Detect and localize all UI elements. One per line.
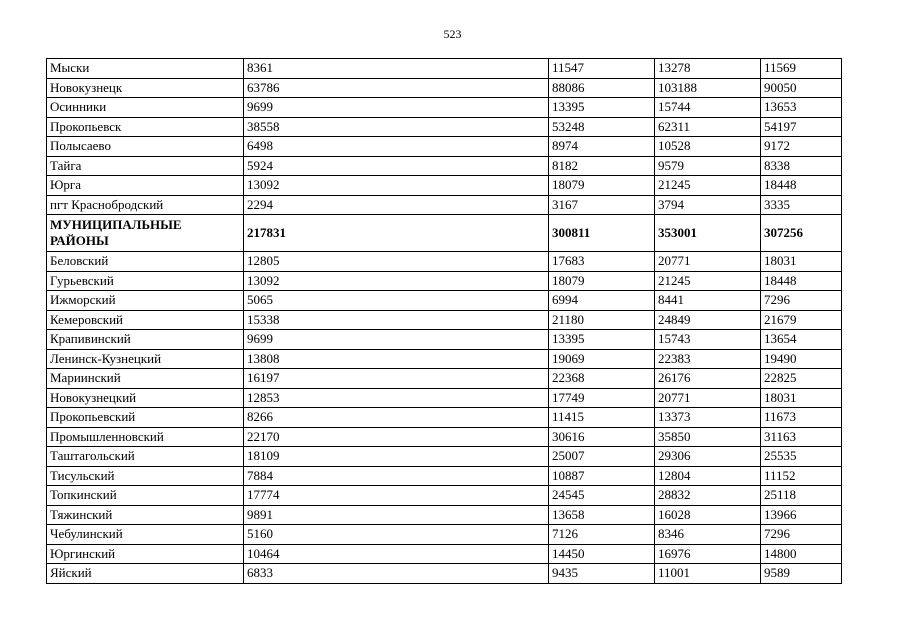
value-cell: 22383 — [655, 349, 761, 369]
table-row — [47, 78, 842, 98]
table-row — [47, 544, 842, 564]
value-cell: 16976 — [655, 544, 761, 564]
value-cell: 9435 — [549, 564, 655, 584]
row-name-cell: Осинники — [47, 98, 244, 118]
value-cell: 5924 — [244, 156, 549, 176]
section-title-cell: МУНИЦИПАЛЬНЫЕ РАЙОНЫ — [47, 215, 244, 252]
value-cell: 13654 — [761, 330, 842, 350]
value-cell: 15338 — [244, 310, 549, 330]
row-name-cell: Тайга — [47, 156, 244, 176]
value-cell: 25118 — [761, 486, 842, 506]
table-row — [47, 486, 842, 506]
value-cell: 103188 — [655, 78, 761, 98]
table-row — [47, 98, 842, 118]
table-row — [47, 466, 842, 486]
row-name-cell: Новокузнецкий — [47, 388, 244, 408]
value-cell: 19490 — [761, 349, 842, 369]
value-cell: 54197 — [761, 117, 842, 137]
value-cell: 13966 — [761, 505, 842, 525]
value-cell: 13395 — [549, 330, 655, 350]
value-cell: 3167 — [549, 195, 655, 215]
value-cell: 28832 — [655, 486, 761, 506]
table-row — [47, 388, 842, 408]
value-cell: 63786 — [244, 78, 549, 98]
value-cell: 24849 — [655, 310, 761, 330]
table-row — [47, 137, 842, 157]
value-cell: 8441 — [655, 291, 761, 311]
row-name-cell: Промышленновский — [47, 427, 244, 447]
value-cell: 13092 — [244, 271, 549, 291]
data-table — [46, 58, 842, 584]
row-name-cell: Полысаево — [47, 137, 244, 157]
value-cell: 9172 — [761, 137, 842, 157]
value-cell: 13092 — [244, 176, 549, 196]
total-value-cell: 353001 — [655, 215, 761, 252]
row-name-cell: Новокузнецк — [47, 78, 244, 98]
row-name-cell: Гурьевский — [47, 271, 244, 291]
row-name-cell: Кемеровский — [47, 310, 244, 330]
value-cell: 18031 — [761, 252, 842, 272]
row-name-cell: Мариинский — [47, 369, 244, 389]
value-cell: 13653 — [761, 98, 842, 118]
value-cell: 18448 — [761, 176, 842, 196]
value-cell: 18031 — [761, 388, 842, 408]
value-cell: 14800 — [761, 544, 842, 564]
row-name-cell: Топкинский — [47, 486, 244, 506]
value-cell: 8338 — [761, 156, 842, 176]
value-cell: 11001 — [655, 564, 761, 584]
row-name-cell: Мыски — [47, 59, 244, 79]
value-cell: 12853 — [244, 388, 549, 408]
value-cell: 13278 — [655, 59, 761, 79]
value-cell: 53248 — [549, 117, 655, 137]
table-row — [47, 525, 842, 545]
value-cell: 38558 — [244, 117, 549, 137]
value-cell: 11152 — [761, 466, 842, 486]
value-cell: 18448 — [761, 271, 842, 291]
value-cell: 13808 — [244, 349, 549, 369]
page-number: 523 — [443, 27, 462, 41]
value-cell: 12805 — [244, 252, 549, 272]
table-row — [47, 349, 842, 369]
value-cell: 3794 — [655, 195, 761, 215]
value-cell: 9891 — [244, 505, 549, 525]
value-cell: 9699 — [244, 330, 549, 350]
table-body — [47, 59, 842, 584]
value-cell: 18109 — [244, 447, 549, 467]
section-total-row — [47, 215, 842, 252]
value-cell: 7296 — [761, 525, 842, 545]
table-row — [47, 59, 842, 79]
total-value-cell: 300811 — [549, 215, 655, 252]
row-name-cell: Прокопьевск — [47, 117, 244, 137]
value-cell: 9699 — [244, 98, 549, 118]
value-cell: 35850 — [655, 427, 761, 447]
total-value-cell: 307256 — [761, 215, 842, 252]
value-cell: 29306 — [655, 447, 761, 467]
value-cell: 10464 — [244, 544, 549, 564]
value-cell: 10528 — [655, 137, 761, 157]
value-cell: 11569 — [761, 59, 842, 79]
table-row — [47, 310, 842, 330]
row-name-cell: Ленинск-Кузнецкий — [47, 349, 244, 369]
value-cell: 8974 — [549, 137, 655, 157]
value-cell: 14450 — [549, 544, 655, 564]
table-row — [47, 291, 842, 311]
value-cell: 88086 — [549, 78, 655, 98]
value-cell: 12804 — [655, 466, 761, 486]
value-cell: 16028 — [655, 505, 761, 525]
value-cell: 8361 — [244, 59, 549, 79]
value-cell: 11547 — [549, 59, 655, 79]
value-cell: 15744 — [655, 98, 761, 118]
value-cell: 9589 — [761, 564, 842, 584]
value-cell: 21245 — [655, 271, 761, 291]
value-cell: 5065 — [244, 291, 549, 311]
value-cell: 11673 — [761, 408, 842, 428]
table-row — [47, 447, 842, 467]
value-cell: 24545 — [549, 486, 655, 506]
value-cell: 22170 — [244, 427, 549, 447]
value-cell: 10887 — [549, 466, 655, 486]
value-cell: 21180 — [549, 310, 655, 330]
value-cell: 7296 — [761, 291, 842, 311]
table-row — [47, 117, 842, 137]
value-cell: 20771 — [655, 388, 761, 408]
value-cell: 17749 — [549, 388, 655, 408]
row-name-cell: Юргинский — [47, 544, 244, 564]
table-row — [47, 505, 842, 525]
row-name-cell: Прокопьевский — [47, 408, 244, 428]
value-cell: 17774 — [244, 486, 549, 506]
table-row — [47, 176, 842, 196]
row-name-cell: Яйский — [47, 564, 244, 584]
value-cell: 13373 — [655, 408, 761, 428]
table-row — [47, 330, 842, 350]
value-cell: 22825 — [761, 369, 842, 389]
value-cell: 11415 — [549, 408, 655, 428]
value-cell: 3335 — [761, 195, 842, 215]
row-name-cell: Крапивинский — [47, 330, 244, 350]
value-cell: 21679 — [761, 310, 842, 330]
value-cell: 62311 — [655, 117, 761, 137]
value-cell: 15743 — [655, 330, 761, 350]
value-cell: 6994 — [549, 291, 655, 311]
value-cell: 25007 — [549, 447, 655, 467]
row-name-cell: Беловский — [47, 252, 244, 272]
value-cell: 30616 — [549, 427, 655, 447]
value-cell: 19069 — [549, 349, 655, 369]
value-cell: 20771 — [655, 252, 761, 272]
value-cell: 7884 — [244, 466, 549, 486]
row-name-cell: Ижморский — [47, 291, 244, 311]
value-cell: 17683 — [549, 252, 655, 272]
row-name-cell: Тяжинский — [47, 505, 244, 525]
value-cell: 13395 — [549, 98, 655, 118]
row-name-cell: Таштагольский — [47, 447, 244, 467]
value-cell: 21245 — [655, 176, 761, 196]
value-cell: 8266 — [244, 408, 549, 428]
table-row — [47, 156, 842, 176]
table-row — [47, 408, 842, 428]
value-cell: 5160 — [244, 525, 549, 545]
value-cell: 9579 — [655, 156, 761, 176]
value-cell: 6833 — [244, 564, 549, 584]
table-row — [47, 564, 842, 584]
value-cell: 13658 — [549, 505, 655, 525]
value-cell: 31163 — [761, 427, 842, 447]
value-cell: 18079 — [549, 176, 655, 196]
value-cell: 90050 — [761, 78, 842, 98]
table-row — [47, 271, 842, 291]
row-name-cell: пгт Краснобродский — [47, 195, 244, 215]
row-name-cell: Тисульский — [47, 466, 244, 486]
value-cell: 8182 — [549, 156, 655, 176]
total-value-cell: 217831 — [244, 215, 549, 252]
table-row — [47, 252, 842, 272]
table-row — [47, 195, 842, 215]
table-row — [47, 369, 842, 389]
table-row — [47, 427, 842, 447]
value-cell: 6498 — [244, 137, 549, 157]
row-name-cell: Чебулинский — [47, 525, 244, 545]
value-cell: 26176 — [655, 369, 761, 389]
value-cell: 2294 — [244, 195, 549, 215]
value-cell: 7126 — [549, 525, 655, 545]
value-cell: 18079 — [549, 271, 655, 291]
value-cell: 22368 — [549, 369, 655, 389]
row-name-cell: Юрга — [47, 176, 244, 196]
value-cell: 25535 — [761, 447, 842, 467]
value-cell: 8346 — [655, 525, 761, 545]
value-cell: 16197 — [244, 369, 549, 389]
